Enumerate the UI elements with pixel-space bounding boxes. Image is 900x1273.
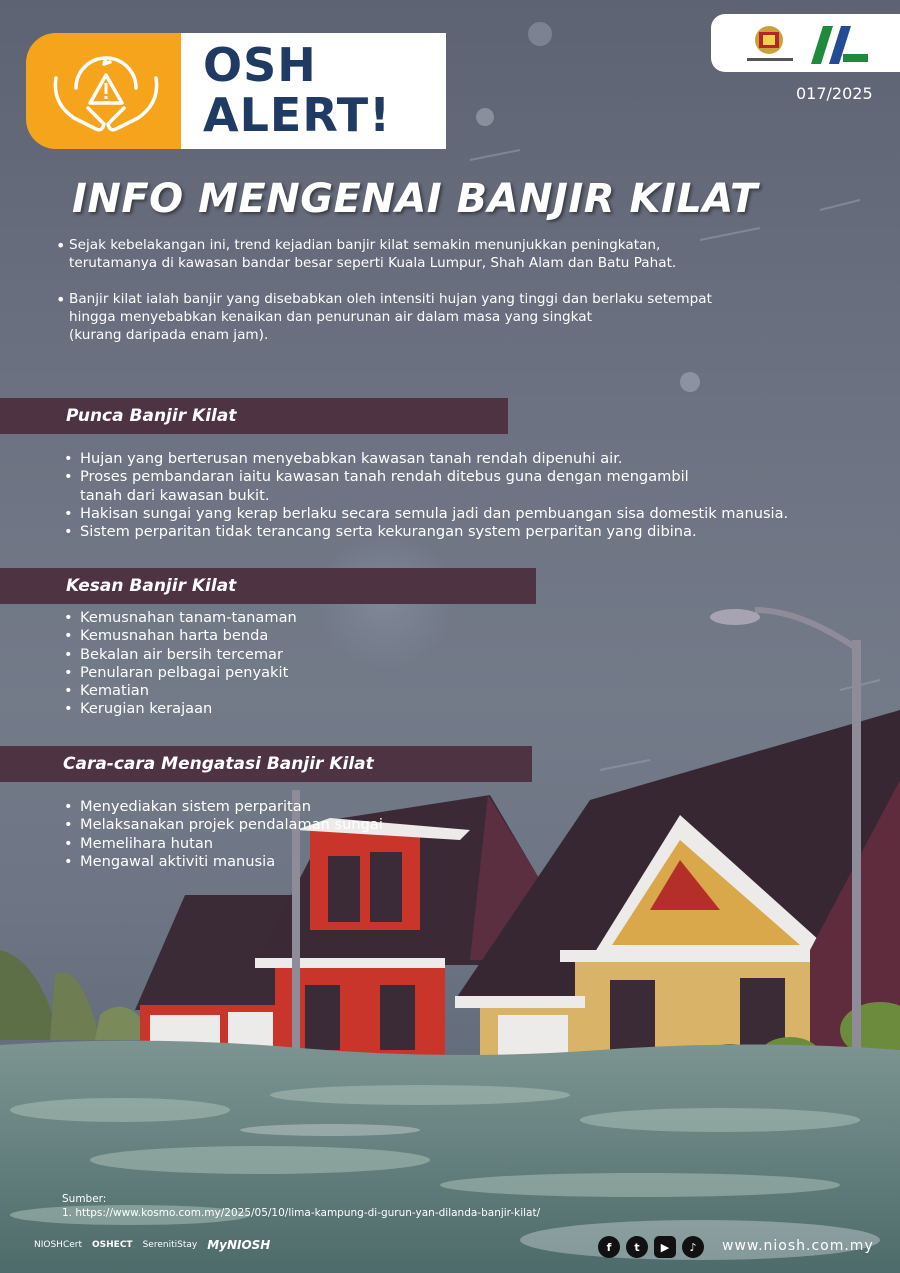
footer-brands [34,1234,270,1256]
source-label: Sumber: [62,1193,107,1205]
intro-line: (kurang daripada enam jam). [69,327,269,343]
kementerian-logo [747,26,793,61]
source-block [62,1192,540,1220]
list-item: • Melaksanakan projek pendalaman sungai [64,816,383,834]
intro-line: terutamanya di kawasan bandar besar seperti Kuala Lumpur, Shah Alam dan Batu Pahat. [69,255,677,271]
brand-serenitistay: SerenitiStay [142,1240,198,1250]
twitter-icon[interactable]: t [626,1236,648,1258]
punca-list [64,450,788,541]
section-header-kesan [0,568,536,604]
alert-title-line1: OSH [203,38,317,92]
list-item: • Penularan pelbagai penyakit [64,664,297,682]
brand-nioshcert: NIOSHCert [34,1240,83,1250]
social-links [598,1236,704,1258]
intro-line: Banjir kilat ialah banjir yang disebabkan oleh intensiti hujan yang tinggi dan berlaku setempat [69,291,712,307]
facebook-icon[interactable]: f [598,1236,620,1258]
alert-title-line2: ALERT! [203,88,392,142]
list-item: • Kemusnahan tanam-tanaman [64,609,297,627]
source-link[interactable]: 1. https://www.kosmo.com.my/2025/05/10/lima-kampung-di-gurun-yan-dilanda-banjir-kilat/ [62,1207,541,1219]
list-item: • Kemusnahan harta benda [64,627,297,645]
kesan-list [64,609,297,719]
list-item: • Hujan yang berterusan menyebabkan kawasan tanah rendah dipenuhi air. [64,450,788,468]
list-item: • Memelihara hutan [64,835,383,853]
cara-list [64,798,383,871]
section-title: Kesan Banjir Kilat [66,576,237,596]
section-header-punca [0,398,508,434]
alert-icon-panel [26,33,186,149]
osh-alert-badge [26,33,446,149]
reference-number: 017/2025 [796,84,873,103]
list-item: • Kerugian kerajaan [64,700,297,718]
list-item: • Mengawal aktiviti manusia [64,853,383,871]
intro-line: Sejak kebelakangan ini, trend kejadian banjir kilat semakin menunjukkan peningkatan, [69,237,661,253]
intro-paragraph-2 [69,290,712,344]
section-header-cara [0,746,532,782]
niosh-logo [811,26,868,64]
list-item: • Sistem perparitan tidak terancang serta kekurangan system perparitan yang dibina. [64,523,788,541]
brand-oshect: OSHECT [92,1240,133,1250]
section-title: Punca Banjir Kilat [66,406,237,426]
youtube-icon[interactable]: ▶ [654,1236,676,1258]
bullet-dot: • [56,290,66,309]
tiktok-icon[interactable]: ♪ [682,1236,704,1258]
list-item: • Bekalan air bersih tercemar [64,646,297,664]
bullet-dot: • [56,236,66,255]
hands-warning-icon [26,33,186,149]
intro-paragraph-1 [69,236,676,272]
list-item: • Menyediakan sistem perparitan [64,798,383,816]
list-item: • Proses pembandaran iaitu kawasan tanah rendah ditebus guna dengan mengambil tanah dari kawasan bukit. [64,468,788,505]
section-title: Cara-cara Mengatasi Banjir Kilat [63,754,374,774]
main-title: INFO MENGENAI BANJIR KILAT [72,176,758,222]
list-item: • Hakisan sungai yang kerap berlaku secara semula jadi dan pembuangan sisa domestik manusia. [64,505,788,523]
alert-text-panel [181,33,446,149]
intro-line: hingga menyebabkan kenaikan dan penurunan air dalam masa yang singkat [69,309,592,325]
brand-myniosh: MyNIOSH [207,1238,271,1252]
list-item: • Kematian [64,682,297,700]
website-link[interactable]: www.niosh.com.my [722,1238,874,1254]
logo-panel [711,14,900,72]
